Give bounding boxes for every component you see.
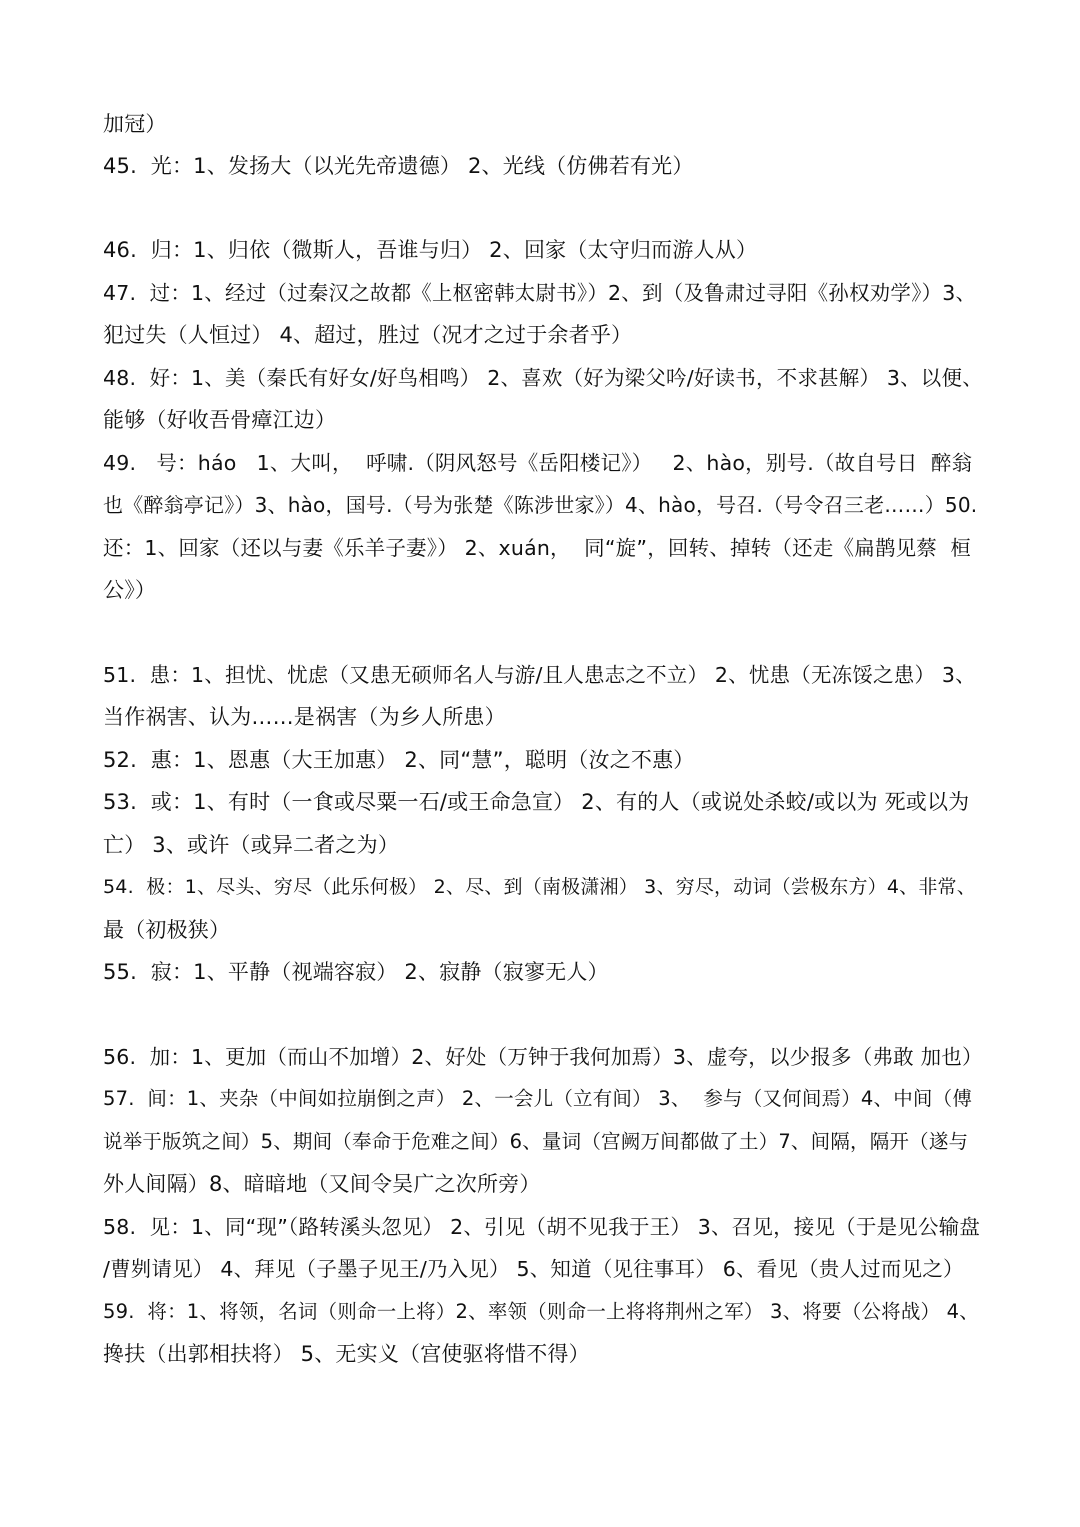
text-line: 54. 极：1、尽头、穷尽（此乐何极） 2、尽、到（南极潇湘） 3、穷尽，动词（尝极东方）4、非常、 <box>103 876 976 898</box>
text-line: 当作祸害、认为……是祸害（为乡人所患） <box>103 705 506 729</box>
text-line: 51. 患：1、担忧、忧虑（又患无硕师名人与游/且人患志之不立） 2、忧患（无冻馁之患） 3、 <box>103 663 976 687</box>
text-line: 加冠） <box>103 112 167 136</box>
text-line: 55. 寂：1、平静（视端容寂） 2、寂静（寂寥无人） <box>103 960 609 984</box>
text-line: /曹刿请见） 4、拜见（子墨子见王/乃入见） 5、知道（见往事耳） 6、看见（贵人过而见之） <box>103 1257 964 1281</box>
text-line: 也《醉翁亭记》）3、hào，国号.（号为张楚《陈涉世家》）4、hào，号召.（号令召三老……）50. <box>103 493 978 517</box>
text-line: 47. 过：1、经过（过秦汉之故都《上枢密韩太尉书》）2、到（及鲁肃过寻阳《孙权劝学》）3、 <box>103 281 977 305</box>
text-line: 能够（好收吾骨瘴江边） <box>103 408 337 432</box>
text-line: 49. 号：háo 1、大叫， 呼啸.（阴风怒号《岳阳楼记》） 2、hào，别号.（故自号日 醉翁 <box>103 451 973 475</box>
text-line: 还：1、回家（还以与妻《乐羊子妻》） 2、xuán， 同“旋”，回转、掉转（还走《扁鹊见蔡 桓 <box>103 536 972 560</box>
text-line: 外人间隔）8、暗暗地（又间令吴广之次所旁） <box>103 1172 541 1196</box>
text-line: 最（初极狭） <box>103 918 231 942</box>
text-line: 搀扶（出郭相扶将） 5、无实义（宫使驱将惜不得） <box>103 1342 590 1366</box>
text-line: 犯过失（人恒过） 4、超过，胜过（况才之过于余者乎） <box>103 323 633 347</box>
text-line: 46. 归：1、归依（微斯人，吾谁与归） 2、回家（太守归而游人从） <box>103 238 758 262</box>
text-line: 52. 惠：1、恩惠（大王加惠） 2、同“慧”，聪明（汝之不惠） <box>103 748 695 772</box>
text-line: 48. 好：1、美（秦氏有好女/好鸟相鸣） 2、喜欢（好为梁父吟/好读书，不求甚解） 3、以便、 <box>103 366 983 390</box>
text-line: 59. 将：1、将领，名词（则命一上将）2、率领（则命一上将将荆州之军） 3、将要（公将战） 4、 <box>103 1300 979 1323</box>
text-line: 56. 加：1、更加（而山不加增）2、好处（万钟于我何加焉）3、虚夸，以少报多（弗敢 加也） <box>103 1045 983 1069</box>
text-line: 公》） <box>103 578 157 602</box>
text-line: 53. 或：1、有时（一食或尽粟一石/或王命急宣） 2、有的人（或说处杀蛟/或以为 死或以为 <box>103 790 970 814</box>
text-line: 说举于版筑之间）5、期间（奉命于危难之间）6、量词（宫阙万间都做了土）7、间隔，隔开（遂与 <box>103 1130 969 1153</box>
text-line: 58. 见：1、同“现”（路转溪头忽见） 2、引见（胡不见我于王） 3、召见，接见（于是见公输盘 <box>103 1215 981 1239</box>
text-line: 57. 间：1、夹杂（中间如拉崩倒之声） 2、一会儿（立有间） 3、 参与（又何间焉）4、中间（傅 <box>103 1087 973 1110</box>
text-line: 亡） 3、或许（或异二者之为） <box>103 833 400 857</box>
text-line: 45. 光：1、发扬大（以光先帝遗德） 2、光线（仿佛若有光） <box>103 154 694 178</box>
